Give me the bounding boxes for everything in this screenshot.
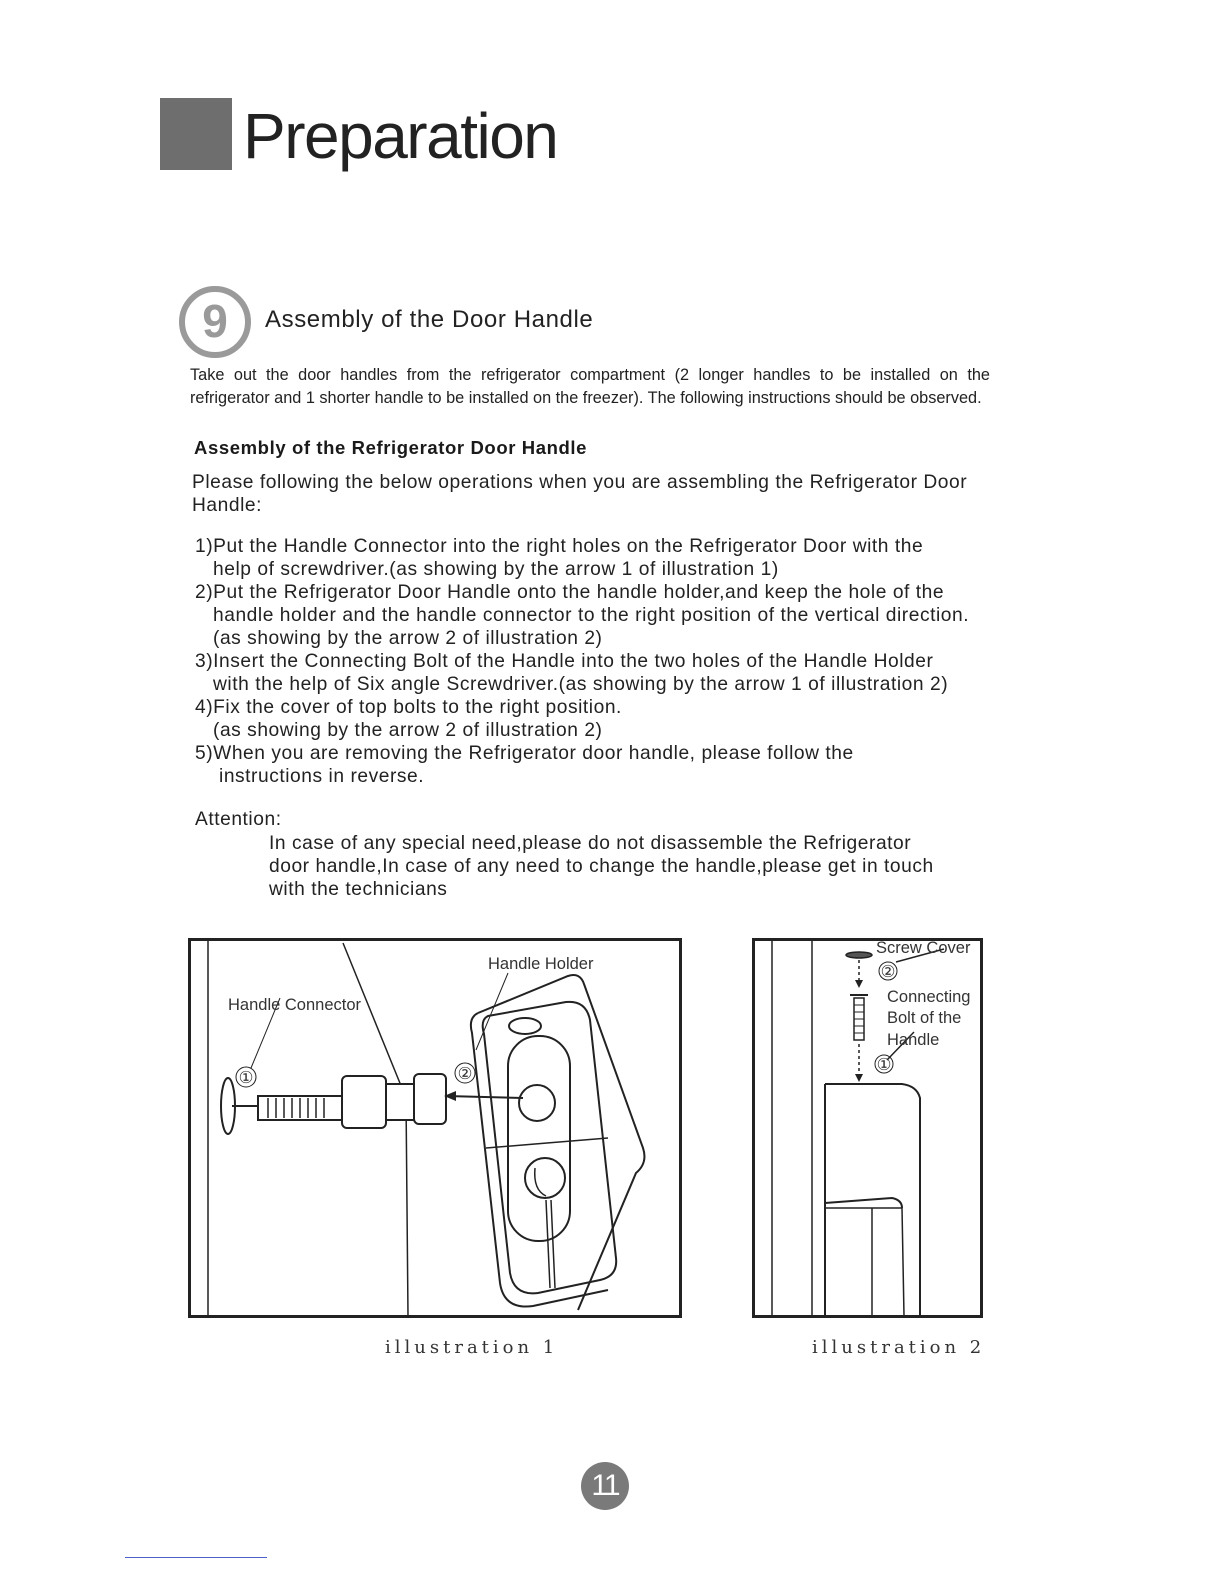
steps-list	[195, 535, 1055, 788]
step-line: with the help of Six angle Screwdriver.(as showing by the arrow 1 of illustration 2)	[213, 674, 949, 695]
subsection-heading: Assembly of the Refrigerator Door Handle	[194, 437, 588, 458]
bolt-label-line1: Connecting	[887, 988, 971, 1006]
illustration-2-drawing	[752, 938, 983, 1318]
illustration-1-caption: illustration 1	[385, 1337, 559, 1358]
marker-1: ①	[238, 1069, 254, 1087]
attention-line: door handle,In case of any need to change the handle,please get in touch	[269, 856, 934, 877]
step-line: 4)Fix the cover of top bolts to the right position.	[195, 697, 622, 718]
step-number: 9	[202, 295, 228, 347]
intro-paragraph: Take out the door handles from the refrigerator compartment (2 longer handles to be installed on the refrigerator and 1 shorter handle to be installed on the freezer). The following instructions should be observed.	[190, 366, 990, 407]
section-heading: Assembly of the Door Handle	[265, 306, 594, 333]
attention-line: In case of any special need,please do not disassemble the Refrigerator	[269, 833, 912, 854]
step-item	[195, 535, 1055, 581]
bolt-label-line2: Bolt of the	[887, 1009, 962, 1027]
illustration-2-caption: illustration 2	[812, 1337, 986, 1358]
attention-line: with the technicians	[269, 879, 448, 900]
bolt-label-line3: Handle	[887, 1031, 940, 1049]
step-line: instructions in reverse.	[219, 766, 425, 787]
marker-2: ②	[457, 1065, 473, 1083]
step-line: 2)Put the Refrigerator Door Handle onto the handle holder,and keep the hole of the	[195, 582, 945, 603]
title-block-decoration	[160, 98, 232, 170]
screw-cover-label: Screw Cover	[876, 939, 971, 957]
step-line: 5)When you are removing the Refrigerator door handle, please follow the	[195, 743, 854, 764]
illustration-1-drawing	[188, 938, 682, 1318]
lead-paragraph: Please following the below operations when you are assembling the Refrigerator Door Handle:	[192, 472, 968, 516]
step-line: (as showing by the arrow 2 of illustration 2)	[213, 720, 603, 741]
step-line: help of screwdriver.(as showing by the arrow 1 of illustration 1)	[213, 559, 779, 580]
handle-holder-label: Handle Holder	[488, 955, 594, 973]
step-line: 3)Insert the Connecting Bolt of the Handle into the two holes of the Handle Holder	[195, 651, 934, 672]
step-item	[195, 696, 1055, 742]
attention-text	[269, 832, 1029, 901]
handle-connector-label: Handle Connector	[228, 996, 361, 1014]
marker-1: ①	[876, 1056, 892, 1074]
page-title: Preparation	[243, 100, 558, 172]
step-line: handle holder and the handle connector to the right position of the vertical direction.	[213, 605, 970, 626]
footer-rule	[125, 1557, 267, 1558]
step-line: (as showing by the arrow 2 of illustration 2)	[213, 628, 603, 649]
step-item	[195, 742, 1055, 788]
step-line: 1)Put the Handle Connector into the right holes on the Refrigerator Door with the	[195, 536, 924, 557]
page-number: 11	[591, 1469, 619, 1502]
step-number-badge	[178, 285, 252, 359]
attention-label: Attention:	[195, 809, 282, 830]
step-item	[195, 650, 1055, 696]
step-item	[195, 581, 1055, 650]
marker-2: ②	[880, 963, 896, 981]
